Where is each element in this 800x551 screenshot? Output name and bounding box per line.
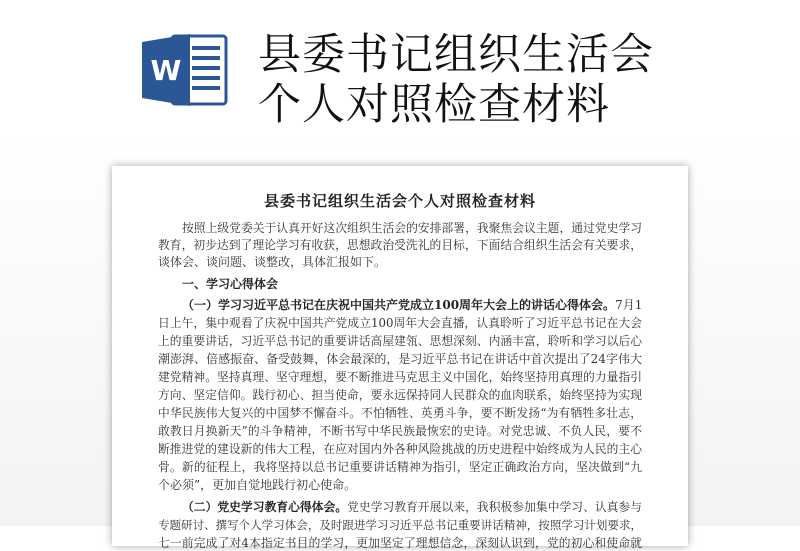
subheading: （二）党史学习教育心得体会。 (182, 500, 348, 514)
text-line: 骨。新的征程上，我将坚持以总书记重要讲话精神为指引，坚定正确政治方向，坚决做到“九 (158, 460, 642, 474)
subheading: （一）学习习近平总书记在庆祝中国共产党成立100周年大会上的讲话心得体会。 (182, 298, 616, 312)
svg-text:W: W (150, 54, 182, 87)
text-line: 潮澎湃、倍感振奋、备受鼓舞，体会最深的，是习近平总书记在讲话中首次提出了24字伟大 (158, 352, 642, 366)
text-line (182, 297, 642, 313)
page-title (258, 30, 654, 130)
text-line: 按照上级党委关于认真开好这次组织生活会的安排部署，我聚焦会议主题，通过党史学习 (182, 221, 642, 235)
text-line (182, 499, 642, 515)
text-line: 七一前完成了对4本指定书目的学习，更加坚定了理想信念，深刻认识到，党的初心和使命就 (158, 536, 642, 550)
text-line: 日上午，集中观看了庆祝中国共产党成立100周年大会直播，认真聆听了习近平总书记在大会 (158, 316, 642, 330)
document-page (112, 166, 688, 550)
text-line: 上的重要讲话，习近平总书记的重要讲话高屋建瓴、思想深刻、内涵丰富，聆听和学习以后心 (158, 334, 642, 348)
text-line: 建党精神。坚持真理、坚守理想，要不断推进马克思主义中国化，始终坚持用真理的力量指引 (158, 370, 642, 384)
text-line: 教育，初步达到了理论学习有收获，思想政治受洗礼的目标，下面结合组织生活会有关要求， (158, 238, 642, 252)
text-line: 专题研讨、撰写个人学习体会，及时跟进学习习近平总书记重要讲话精神，按照学习计划要求， (158, 518, 642, 532)
title-line: 个人对照检查材料 (258, 80, 610, 130)
text-line: 敢教日月换新天”的斗争精神，不断书写中华民族最恢宏的史诗。对党忠诚、不负人民，要不 (158, 424, 642, 438)
title-line: 县委书记组织生活会 (258, 30, 654, 80)
text-line: 个必须”，更加自觉地践行初心使命。 (158, 478, 357, 492)
word-icon (142, 32, 228, 108)
text-line: 方向、坚定信仰。践行初心、担当使命，要永远保持同人民群众的血肉联系，始终坚持为实现 (158, 388, 642, 402)
text-line: 谈体会、谈问题、谈整改，具体汇报如下。 (158, 255, 387, 269)
text-line: 断推进党的建设新的伟大工程，在应对国内外各种风险挑战的历史进程中始终成为人民的主心 (158, 442, 642, 456)
section-heading: 一、学习心得体会 (182, 277, 279, 291)
document-title: 县委书记组织生活会个人对照检查材料 (263, 192, 536, 210)
text: 党史学习教育开展以来，我积极参加集中学习、认真参与 (347, 500, 643, 514)
text: 7月1 (615, 298, 643, 312)
text-line: 中华民族伟大复兴的中国梦不懈奋斗。不怕牺牲、英勇斗争，要不断发扬“为有牺牲多壮志， (158, 406, 642, 420)
